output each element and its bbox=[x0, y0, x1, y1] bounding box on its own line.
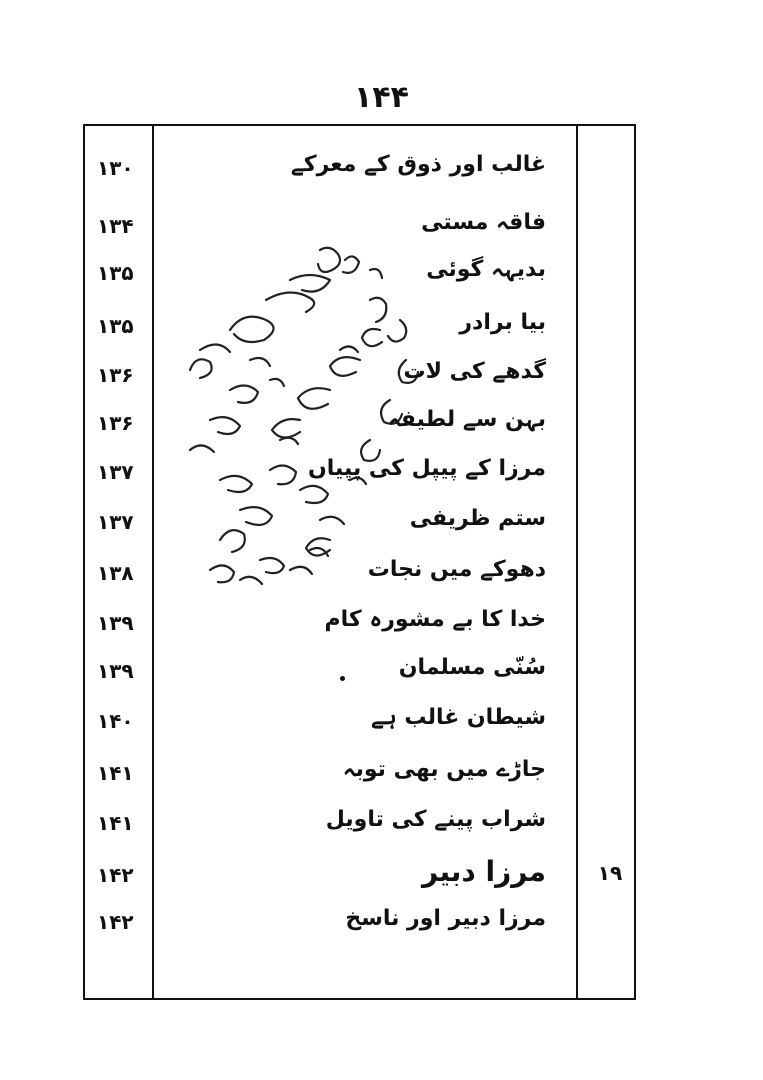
entry-title: بہن سے لطیفہ bbox=[387, 407, 546, 432]
entry-page: ۱۳۷ bbox=[97, 510, 134, 534]
entry-title: غالب اور ذوق کے معرکے bbox=[290, 152, 546, 177]
entry-title: بدیہہ گوئی bbox=[426, 257, 546, 282]
list-item bbox=[85, 502, 634, 552]
list-item bbox=[85, 206, 634, 256]
page-number: ۱۴۴ bbox=[354, 80, 409, 115]
entry-page: ۱۳۸ bbox=[97, 561, 134, 585]
list-item bbox=[85, 803, 634, 853]
entry-page: ۱۳۰ bbox=[97, 156, 134, 180]
entry-title: شراب پینے کی تاویل bbox=[325, 807, 546, 832]
entry-title: شیطان غالب ہے bbox=[370, 705, 546, 730]
entry-page: ۱۳۶ bbox=[97, 363, 134, 387]
entry-page: ۱۳۷ bbox=[97, 460, 134, 484]
entry-title: فاقہ مستی bbox=[421, 210, 546, 235]
entry-title: سُنّی مسلمان bbox=[398, 655, 546, 680]
entry-title: دھوکے میں نجات bbox=[367, 557, 546, 582]
entry-title: جاڑے میں بھی توبہ bbox=[342, 757, 546, 782]
entry-page: ۱۴۲ bbox=[97, 863, 134, 887]
list-item bbox=[85, 902, 634, 952]
entry-title: مرزا دبیر اور ناسخ bbox=[345, 906, 546, 931]
entry-page: ۱۴۱ bbox=[97, 811, 134, 835]
list-item bbox=[85, 651, 634, 701]
entry-title: مرزا کے پیپل کی پپیاں bbox=[307, 456, 546, 481]
list-item bbox=[85, 855, 634, 905]
section-heading: مرزا دبیر bbox=[422, 855, 546, 888]
list-item bbox=[85, 355, 634, 405]
entry-page: ۱۴۰ bbox=[97, 709, 134, 733]
entry-page: ۱۳۵ bbox=[97, 261, 134, 285]
list-item bbox=[85, 148, 634, 198]
entry-page: ۱۳۵ bbox=[97, 314, 134, 338]
list-item bbox=[85, 403, 634, 453]
entry-title: ستم ظریفی bbox=[409, 506, 546, 531]
list-item bbox=[85, 753, 634, 803]
entry-page: ۱۴۱ bbox=[97, 761, 134, 785]
entry-page: ۱۳۹ bbox=[97, 611, 134, 635]
entry-title: گدھے کی لات bbox=[403, 359, 546, 384]
chapter-number: ١٩ bbox=[597, 861, 623, 885]
list-item bbox=[85, 603, 634, 653]
entry-page: ۱۳۹ bbox=[97, 659, 134, 683]
list-item bbox=[85, 452, 634, 502]
entry-title: خدا کا بے مشورہ کام bbox=[324, 607, 546, 632]
list-item bbox=[85, 553, 634, 603]
entry-page: ۱۴۲ bbox=[97, 910, 134, 934]
entry-page: ۱۳۴ bbox=[97, 214, 134, 238]
entry-page: ۱۳۶ bbox=[97, 411, 134, 435]
list-item bbox=[85, 253, 634, 303]
list-item bbox=[85, 701, 634, 751]
entry-title: بیا برادر bbox=[459, 310, 546, 335]
list-item bbox=[85, 306, 634, 356]
